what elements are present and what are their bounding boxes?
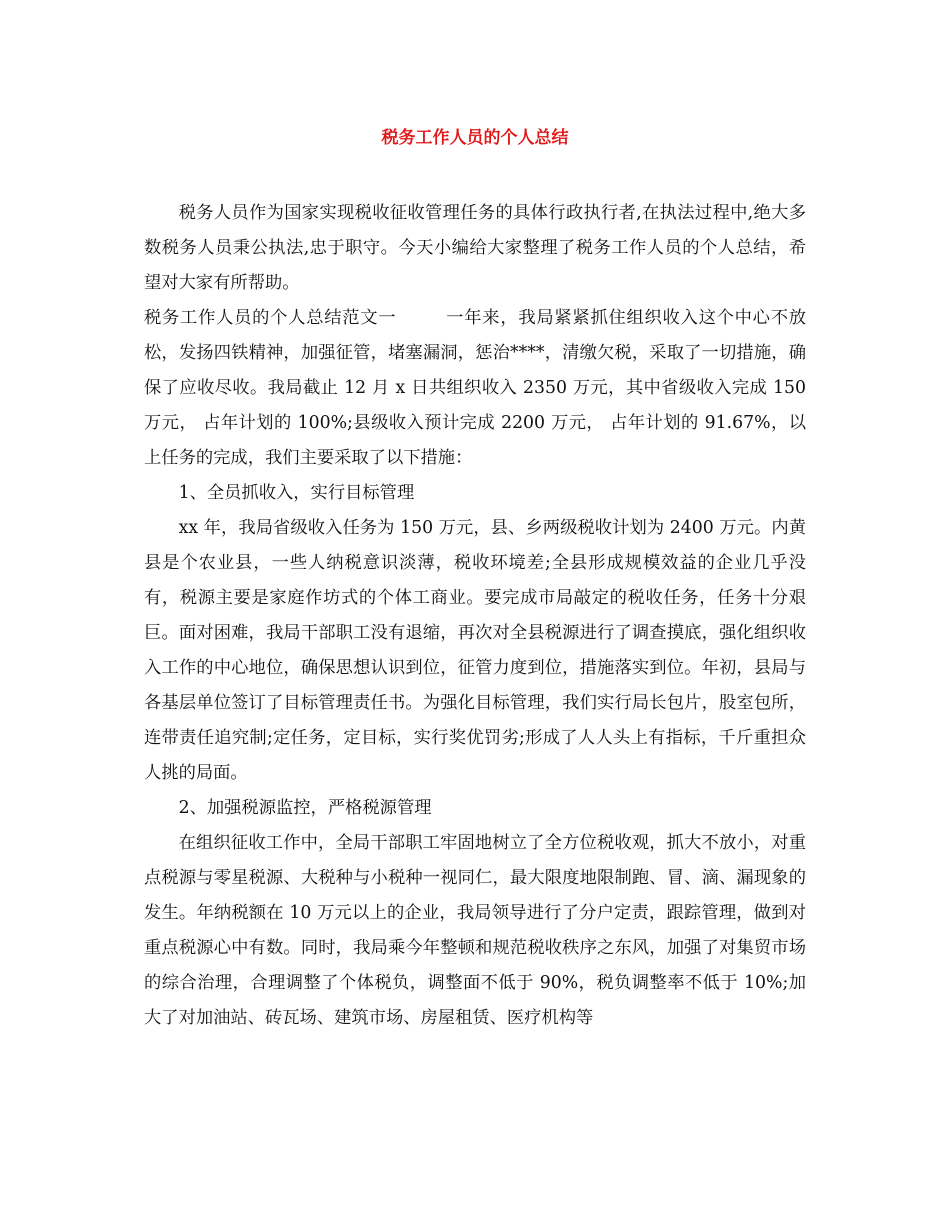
paragraph-section-1: xx 年，我局省级收入任务为 150 万元，县、乡两级税收计划为 2400 万元。内黄县是个农业县，一些人纳税意识淡薄，税收环境差;全县形成规模效益的企业几乎没有，税源主要是家庭作坊式的个体工商业。要完成市局敲定的税收任务，任务十分艰巨。面对困难，我局干部职工没有退缩，再次对全县税源进行了调查摸底，强化组织收入工作的中心地位，确保思想认识到位，征管力度到位，措施落实到位。年初，县局与各基层单位签订了目标管理责任书。为强化目标管理，我们实行局长包片，股室包所，连带责任追究制;定任务，定目标，实行奖优罚劣;形成了人人头上有指标，千斤重担众人挑的局面。	[144, 518, 806, 783]
document-body	[144, 196, 812, 1036]
section-heading-2: 2、加强税源监控，严格税源管理	[178, 798, 432, 818]
section-heading-1: 1、全员抓收入，实行目标管理	[178, 483, 415, 503]
document-title: 税务工作人员的个人总结	[381, 128, 569, 148]
paragraph-section-2: 在组织征收工作中，全局干部职工牢固地树立了全方位税收观，抓大不放小，对重点税源与零星税源、大税种与小税种一视同仁，最大限度地限制跑、冒、滴、漏现象的发生。年纳税额在 10 万元以上的企业，我局领导进行了分户定责，跟踪管理，做到对重点税源心中有数。同时，我局乘今年整顿和规范税收秩序之东风，加强了对集贸市场的综合治理，合理调整了个体税负，调整面不低于 90%，税负调整率不低于 10%;加大了对加油站、砖瓦场、建筑市场、房屋租赁、医疗机构等	[144, 833, 806, 1028]
paragraph-intro: 税务人员作为国家实现税收征收管理任务的具体行政执行者,在执法过程中,绝大多数税务人员秉公执法,忠于职守。今天小编给大家整理了税务工作人员的个人总结，希望对大家有所帮助。	[144, 203, 806, 293]
paragraph-sample-one: 税务工作人员的个人总结范文一 一年来，我局紧紧抓住组织收入这个中心不放松，发扬四铁精神，加强征管，堵塞漏洞，惩治****，清缴欠税，采取了一切措施，确保了应收尽收。我局截止 12 月 x 日共组织收入 2350 万元，其中省级收入完成 150 万元， 占年计划的 100%;县级收入预计完成 2200 万元， 占年计划的 91.67%，以上任务的完成，我们主要采取了以下措施：	[144, 308, 812, 468]
